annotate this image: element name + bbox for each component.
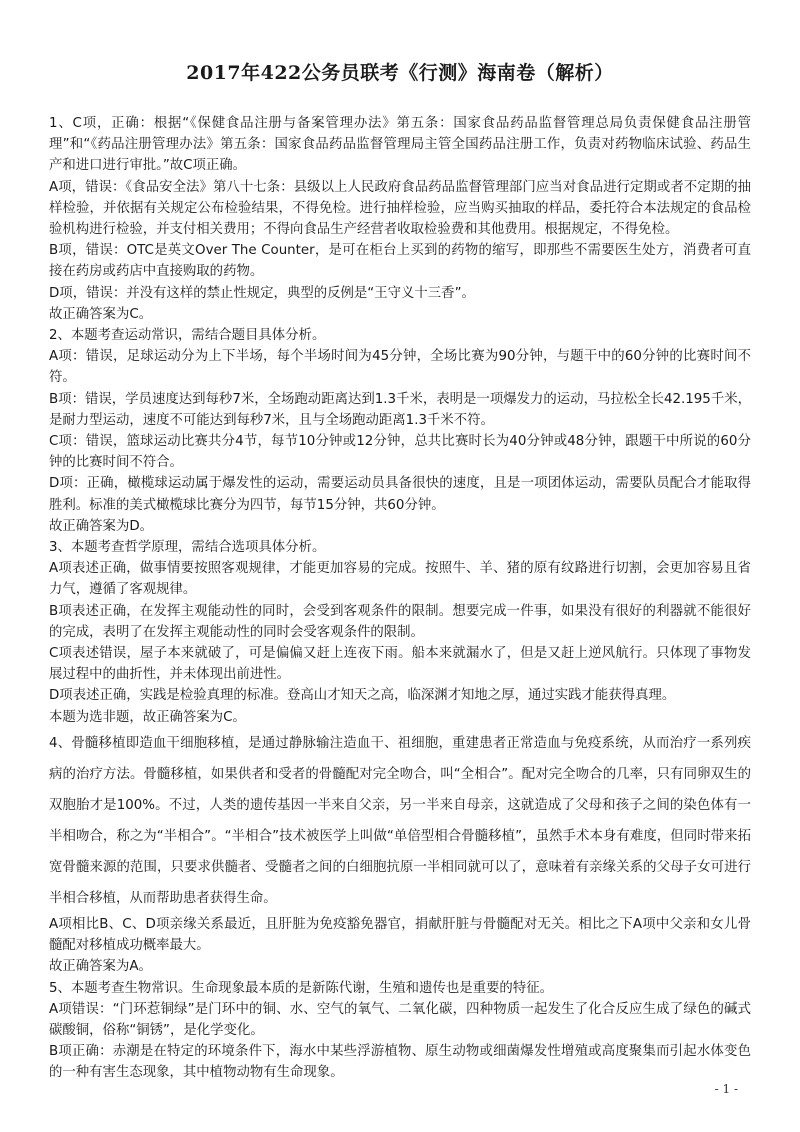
- paragraph: B项，错误：OTC是英文Over The Counter，是可在柜台上买到的药物的缩写，即那些不需要医生处方，消费者可直接在药房或药店中直接购取的药物。: [49, 243, 751, 280]
- paragraph: 5、本题考查生物常识。生命现象最本质的是新陈代谢，生殖和遗传也是重要的特征。: [49, 980, 553, 996]
- paragraph: 4、骨髓移植即造血干细胞移植，是通过静脉输注造血干、祖细胞，重建患者正常造血与免疫系统，从而治疗一系列疾病的治疗方法。骨髓移植，如果供者和受者的骨髓配对完全吻合，叫“全相合”。配对完全吻合的几率，只有同卵双生的双胞胎才是100%。不过，人类的遗传基因一半来自父亲，另一半来自母亲，这就造成了父母和孩子之间的染色体有一半相吻合，称之为“半相合”。“半相合”技术被医学上叫做“单倍型相合骨髓移植”，虽然手术本身有难度，但同时带来拓宽骨髓来源的范围，只要求供髓者、受髓者之间的白细胞抗原一半相同就可以了，意味着有亲缘关系的父母子女可进行半相合移植，从而帮助患者获得生命。: [49, 735, 751, 906]
- paragraph: D项，错误：并没有这样的禁止性规定，典型的反例是“王守义十三香”。: [49, 285, 475, 301]
- paragraph: B项正确：赤潮是在特定的环境条件下，海水中某些浮游植物、原生动物或细菌爆发性增殖或高度聚集而引起水体变色的一种有害生态现象，其中植物动物有生命现象。: [49, 1044, 751, 1081]
- paragraph: D项：正确，橄榄球运动属于爆发性的运动，需要运动员具备很快的速度，且是一项团体运动，需要队员配合才能取得胜利。标准的美式橄榄球比赛分为四节，每节15分钟，共60分钟。: [49, 476, 751, 513]
- paragraph: 2、本题考查运动常识，需结合题目具体分析。: [49, 328, 326, 344]
- document-body: [49, 113, 751, 1084]
- paragraph: A项错误：“门环惹铜绿”是门环中的铜、水、空气的氧气、二氧化碳，四种物质一起发生了化合反应生成了绿色的碱式碳酸铜，俗称“铜锈”，是化学变化。: [49, 1001, 751, 1038]
- page-number: - 1 -: [714, 1082, 738, 1096]
- paragraph: 1、C项，正确：根据“《保健食品注册与备案管理办法》第五条：国家食品药品监督管理总局负责保健食品注册管理”和“《药品注册管理办法》第五条：国家食品药品监督管理局主管全国药品注册工作，负责对药物临床试验、药品生产和进口进行审批。”故C项正确。: [49, 116, 751, 174]
- paragraph: C项：错误，篮球运动比赛共分4节，每节10分钟或12分钟，总共比赛时长为40分钟或48分钟，跟题干中所说的60分钟的比赛时间不符合。: [49, 434, 751, 471]
- paragraph: A项，错误：《食品安全法》第八十七条：县级以上人民政府食品药品监督管理部门应当对食品进行定期或者不定期的抽样检验，并依据有关规定公布检验结果，不得免检。进行抽样检验，应当购买抽取的样品，委托符合本法规定的食品检验机构进行检验，并支付相关费用；不得向食品生产经营者收取检验费和其他费用。根据规定，不得免检。: [49, 179, 751, 238]
- paragraph: C项表述错误，屋子本来就破了，可是偏偏又赶上连夜下雨。船本来就漏水了，但是又赶上逆风航行。只体现了事物发展过程中的曲折性，并未体现出前进性。: [49, 646, 751, 683]
- paragraph: B项：错误，学员速度达到每秒7米，全场跑动距离达到1.3千米，表明是一项爆发力的运动，马拉松全长42.195千米，是耐力型运动，速度不可能达到每秒7米，且与全场跑动距离1.3千米不符。: [49, 391, 751, 428]
- paragraph: A项：错误，足球运动分为上下半场，每个半场时间为45分钟，全场比赛为90分钟，与题干中的60分钟的比赛时间不符。: [49, 349, 751, 386]
- paragraph: 故正确答案为C。: [49, 306, 153, 322]
- paragraph: 3、本题考查哲学原理，需结合选项具体分析。: [49, 540, 326, 556]
- paragraph: A项相比B、C、D项亲缘关系最近，且肝脏为免疫豁免器官，捐献肝脏与骨髓配对无关。相比之下A项中父亲和女儿骨髓配对移植成功概率最大。: [49, 916, 751, 954]
- paragraph: D项表述正确，实践是检验真理的标准。登高山才知天之高，临深渊才知地之厚，通过实践才能获得真理。: [49, 688, 676, 704]
- paragraph: A项表述正确，做事情要按照客观规律，才能更加容易的完成。按照牛、羊、猪的原有纹路进行切割，会更加容易且省力气，遵循了客观规律。: [49, 561, 751, 598]
- page-title: 2017年422公务员联考《行测》海南卷（解析）: [186, 62, 614, 84]
- paragraph: 故正确答案为D。: [49, 518, 154, 534]
- paragraph: 本题为选非题，故正确答案为C。: [49, 709, 246, 725]
- paragraph: 故正确答案为A。: [49, 959, 152, 975]
- paragraph: B项表述正确，在发挥主观能动性的同时，会受到客观条件的限制。想要完成一件事，如果没有很好的利器就不能很好的完成，表明了在发挥主观能动性的同时会受客观条件的限制。: [49, 603, 751, 640]
